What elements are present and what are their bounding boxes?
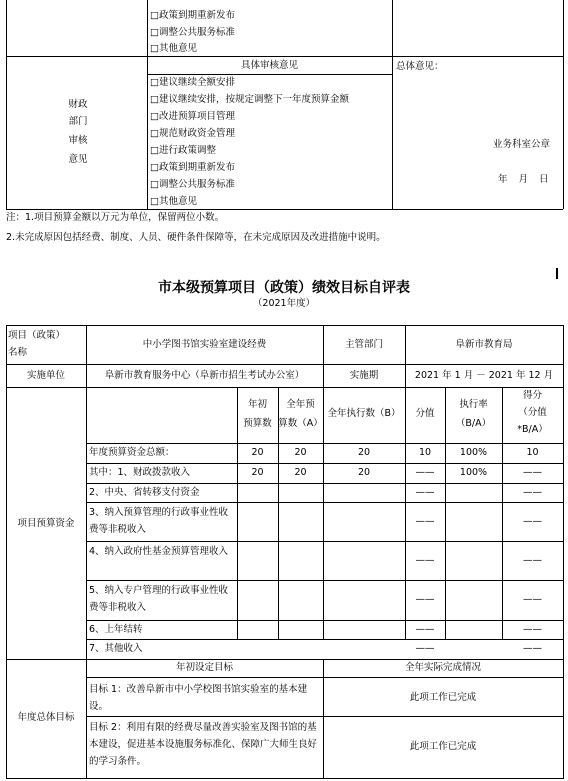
impl-unit-value: 阜新市教育服务中心（阜新市招生考试办公室） [104, 370, 305, 381]
impl-unit-label: 实施单位 [26, 370, 65, 381]
goal-2-target: 目标 2：利用有限的经费尽量改善实验室及图书馆的基本建设，促进基本设施服务标准化、保障广大师生良好的学习条件。 [89, 722, 318, 767]
goal-2-actual: 此项工作已完成 [409, 741, 477, 752]
option-adjust-standard[interactable]: □调整公共服务标准 [150, 179, 235, 190]
goals-label: 年度总体目标 [17, 712, 75, 723]
goal-1-target: 目标 1：改善阜新市中小学校图书馆实验室的基本建设。 [89, 684, 308, 712]
goals-header-actual: 全年实际完成情况 [404, 662, 481, 673]
goal-1-actual: 此项工作已完成 [409, 692, 477, 703]
date-line: 年 月 日 [498, 174, 549, 185]
option-prev-other[interactable]: □其他意见 [150, 43, 197, 54]
form-title: 市本级预算项目（政策）绩效目标自评表 [158, 280, 410, 296]
option-adjust-next-year[interactable]: □建议继续安排，按规定调整下一年度预算金额 [150, 94, 349, 105]
option-improve-management[interactable]: □改进预算项目管理 [150, 111, 235, 122]
note-1: 注：1.项目预算金额以万元为单位，保留两位小数。 [6, 212, 225, 223]
office-stamp-label: 业务科室公章 [493, 139, 551, 150]
option-policy-adjust[interactable]: □进行政策调整 [150, 145, 216, 156]
option-prev-adjust-standard[interactable]: □调整公共服务标准 [150, 27, 235, 38]
specific-opinion-header: 具体审核意见 [240, 60, 298, 71]
dept-value: 阜新市教育局 [455, 339, 513, 350]
funds-label: 项目预算资金 [17, 518, 75, 529]
period-value: 2021 年 1 月 － 2021 年 12 月 [414, 370, 554, 381]
header-score-value: 分值 [415, 408, 435, 419]
goals-header-set: 年初设定目标 [175, 662, 233, 673]
option-policy-republish[interactable]: □政策到期重新发布 [150, 162, 235, 173]
header-executed: 全年执行数（B） [327, 408, 401, 419]
option-other[interactable]: □其他意见 [150, 196, 197, 207]
form-subtitle: （2021年度） [252, 298, 316, 309]
note-2: 2.未完成原因包括经费、制度、人员、硬件条件保障等，在未完成原因及改进措施中说明。 [6, 232, 386, 243]
project-name-value: 中小学图书馆实验室建设经费 [142, 339, 267, 350]
option-full-funding[interactable]: □建议继续全额安排 [150, 77, 235, 88]
period-label: 实施期 [349, 370, 379, 381]
dept-label: 主管部门 [344, 339, 383, 350]
option-standardize-funds[interactable]: □规范财政资金管理 [150, 128, 235, 139]
overall-opinion-label: 总体意见： [396, 61, 444, 72]
option-prev-policy-republish[interactable]: □政策到期重新发布 [150, 10, 235, 21]
